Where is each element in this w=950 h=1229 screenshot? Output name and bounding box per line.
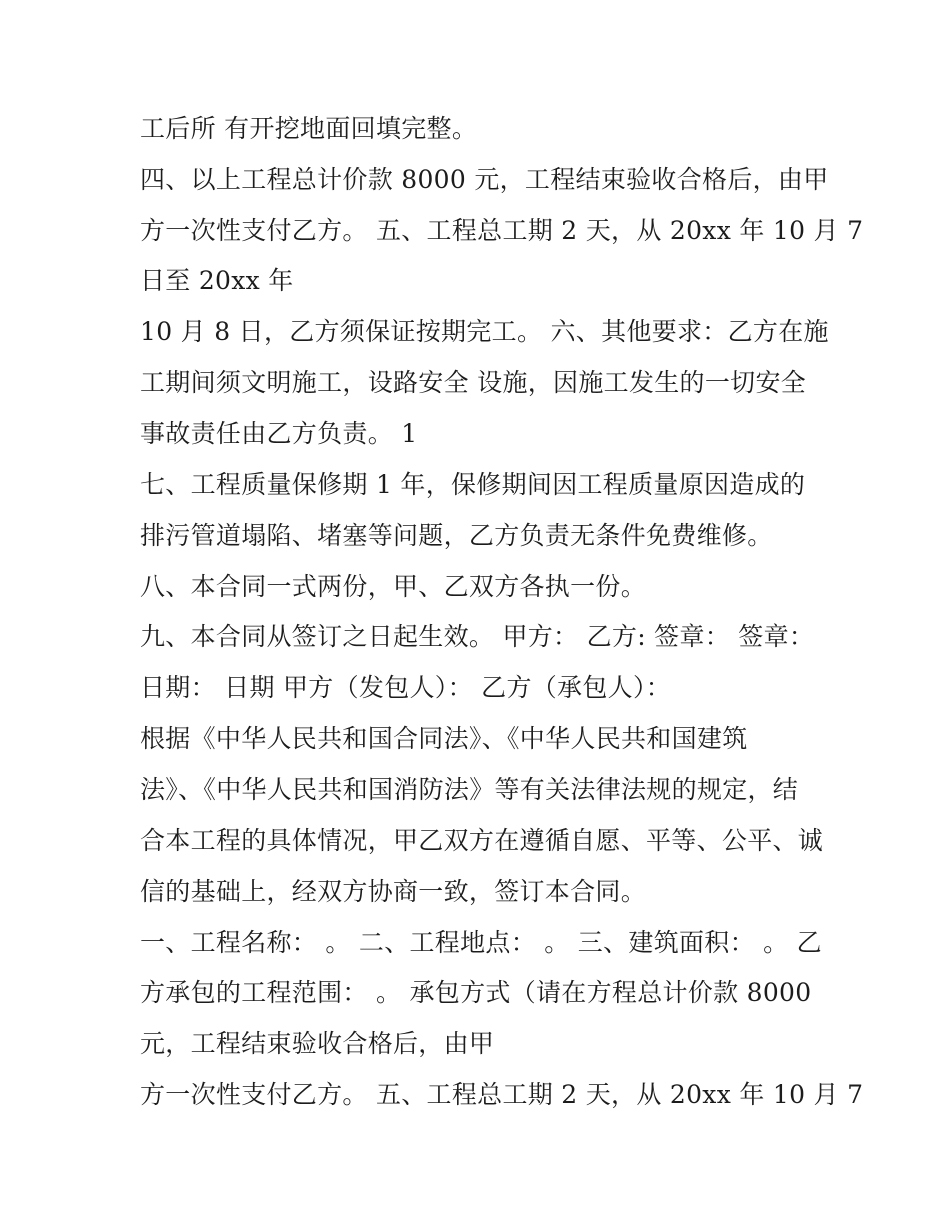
text-line: 日至 20xx 年 — [140, 266, 294, 295]
text-line: 工期间须文明施工，设路安全 设施，因施工发生的一切安全 — [140, 368, 807, 397]
text-line: 九、本合同从签订之日起生效。 甲方： 乙方: 签章： 签章： — [140, 622, 815, 651]
text-line: 元，工程结束验收合格后，由甲 — [140, 1029, 495, 1058]
text-line: 方一次性支付乙方。 五、工程总工期 2 天，从 20xx 年 10 月 7 — [140, 216, 864, 245]
text-line: 事故责任由乙方负责。 1 — [140, 419, 418, 448]
text-line: 工后所 有开挖地面回填完整。 — [140, 114, 478, 143]
text-line: 法》、《中华人民共和国消防法》等有关法律法规的规定，结 — [140, 775, 799, 804]
text-line: 八、本合同一式两份，甲、乙双方各执一份。 — [140, 572, 647, 601]
text-line: 合本工程的具体情况，甲乙双方在遵循自愿、平等、公平、诚 — [140, 826, 824, 855]
text-line: 四、以上工程总计价款 8000 元，工程结束验收合格后，由甲 — [140, 165, 829, 194]
text-line: 七、工程质量保修期 1 年，保修期间因工程质量原因造成的 — [140, 470, 806, 499]
text-line: 排污管道塌陷、堵塞等问题，乙方负责无条件免费维修。 — [140, 521, 773, 550]
text-line: 10 月 8 日，乙方须保证按期完工。 六、其他要求：乙方在施 — [140, 317, 829, 346]
text-line: 一、工程名称： 。 二、工程地点： 。 三、建筑面积： 。 乙 — [140, 928, 822, 957]
text-line: 信的基础上，经双方协商一致，签订本合同。 — [140, 877, 647, 906]
text-line: 方一次性支付乙方。 五、工程总工期 2 天，从 20xx 年 10 月 7 — [140, 1080, 864, 1109]
text-line: 方承包的工程范围： 。 承包方式（请在方程总计价款 8000 — [140, 978, 812, 1007]
text-line: 根据《中华人民共和国合同法》、《中华人民共和国建筑 — [140, 724, 748, 753]
text-line: 日期： 日期 甲方（发包人）： 乙方（承包人）： — [140, 673, 672, 702]
